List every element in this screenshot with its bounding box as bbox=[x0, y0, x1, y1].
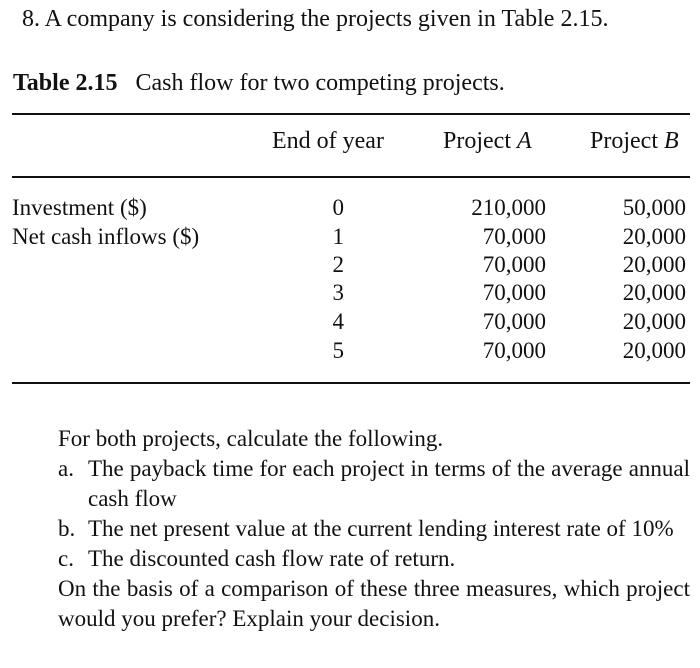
table-cell-project-a: 210,000 bbox=[471, 195, 546, 220]
table-cell-project-a: 70,000 bbox=[482, 280, 546, 305]
table-cell-year: 2 bbox=[332, 252, 344, 277]
table-header-rule bbox=[12, 176, 690, 178]
table-caption-text: Cash flow for two competing projects. bbox=[135, 70, 505, 96]
table-bottom-rule bbox=[12, 382, 690, 384]
task-text: The payback time for each project in terms of the average annual cash flow bbox=[88, 456, 690, 511]
table-cell-project-b: 20,000 bbox=[622, 252, 686, 277]
task-marker: a. bbox=[58, 456, 74, 481]
row-label-investment: Investment ($) bbox=[12, 195, 147, 220]
table-cell-project-a: 70,000 bbox=[482, 309, 546, 334]
table-cell-project-b: 20,000 bbox=[622, 338, 686, 363]
table-cell-project-b: 20,000 bbox=[622, 224, 686, 249]
table-cell-project-a: 70,000 bbox=[482, 224, 546, 249]
table-cell-project-b: 20,000 bbox=[622, 309, 686, 334]
instructions-conclusion: On the basis of a comparison of these three measures, which project would you prefer? Explain your decision. bbox=[58, 576, 690, 631]
table-cell-year: 1 bbox=[332, 224, 344, 249]
project-b-word: Project bbox=[590, 128, 658, 154]
table-cell-year: 5 bbox=[332, 338, 344, 363]
table-label: Table 2.15 bbox=[13, 70, 118, 96]
task-item-a bbox=[58, 454, 690, 514]
task-item-c bbox=[58, 544, 690, 574]
instructions bbox=[58, 424, 690, 634]
task-marker: c. bbox=[58, 546, 74, 571]
task-item-b bbox=[58, 514, 690, 544]
task-marker: b. bbox=[58, 516, 76, 541]
row-label-net-cash-inflows: Net cash inflows ($) bbox=[12, 224, 200, 249]
column-header-project-b bbox=[590, 128, 679, 155]
table-top-rule bbox=[12, 113, 690, 115]
question-header: 8. A company is considering the projects given in Table 2.15. bbox=[22, 6, 609, 32]
column-header-project-a bbox=[443, 128, 532, 155]
task-text: The net present value at the current lending interest rate of 10% bbox=[88, 516, 674, 541]
column-header-year: End of year bbox=[272, 128, 384, 154]
table-cell-project-a: 70,000 bbox=[482, 338, 546, 363]
project-a-word: Project bbox=[443, 128, 511, 154]
table-cell-year: 0 bbox=[332, 195, 344, 220]
table-cell-year: 4 bbox=[332, 309, 344, 334]
table-cell-project-b: 50,000 bbox=[622, 195, 686, 220]
project-b-letter: B bbox=[663, 128, 679, 154]
instructions-intro: For both projects, calculate the following. bbox=[58, 426, 444, 451]
table-caption bbox=[13, 70, 505, 97]
table-cell-project-b: 20,000 bbox=[622, 280, 686, 305]
table-cell-project-a: 70,000 bbox=[482, 252, 546, 277]
task-text: The discounted cash flow rate of return. bbox=[88, 546, 456, 571]
table-cell-year: 3 bbox=[332, 280, 344, 305]
project-a-letter: A bbox=[516, 128, 532, 154]
